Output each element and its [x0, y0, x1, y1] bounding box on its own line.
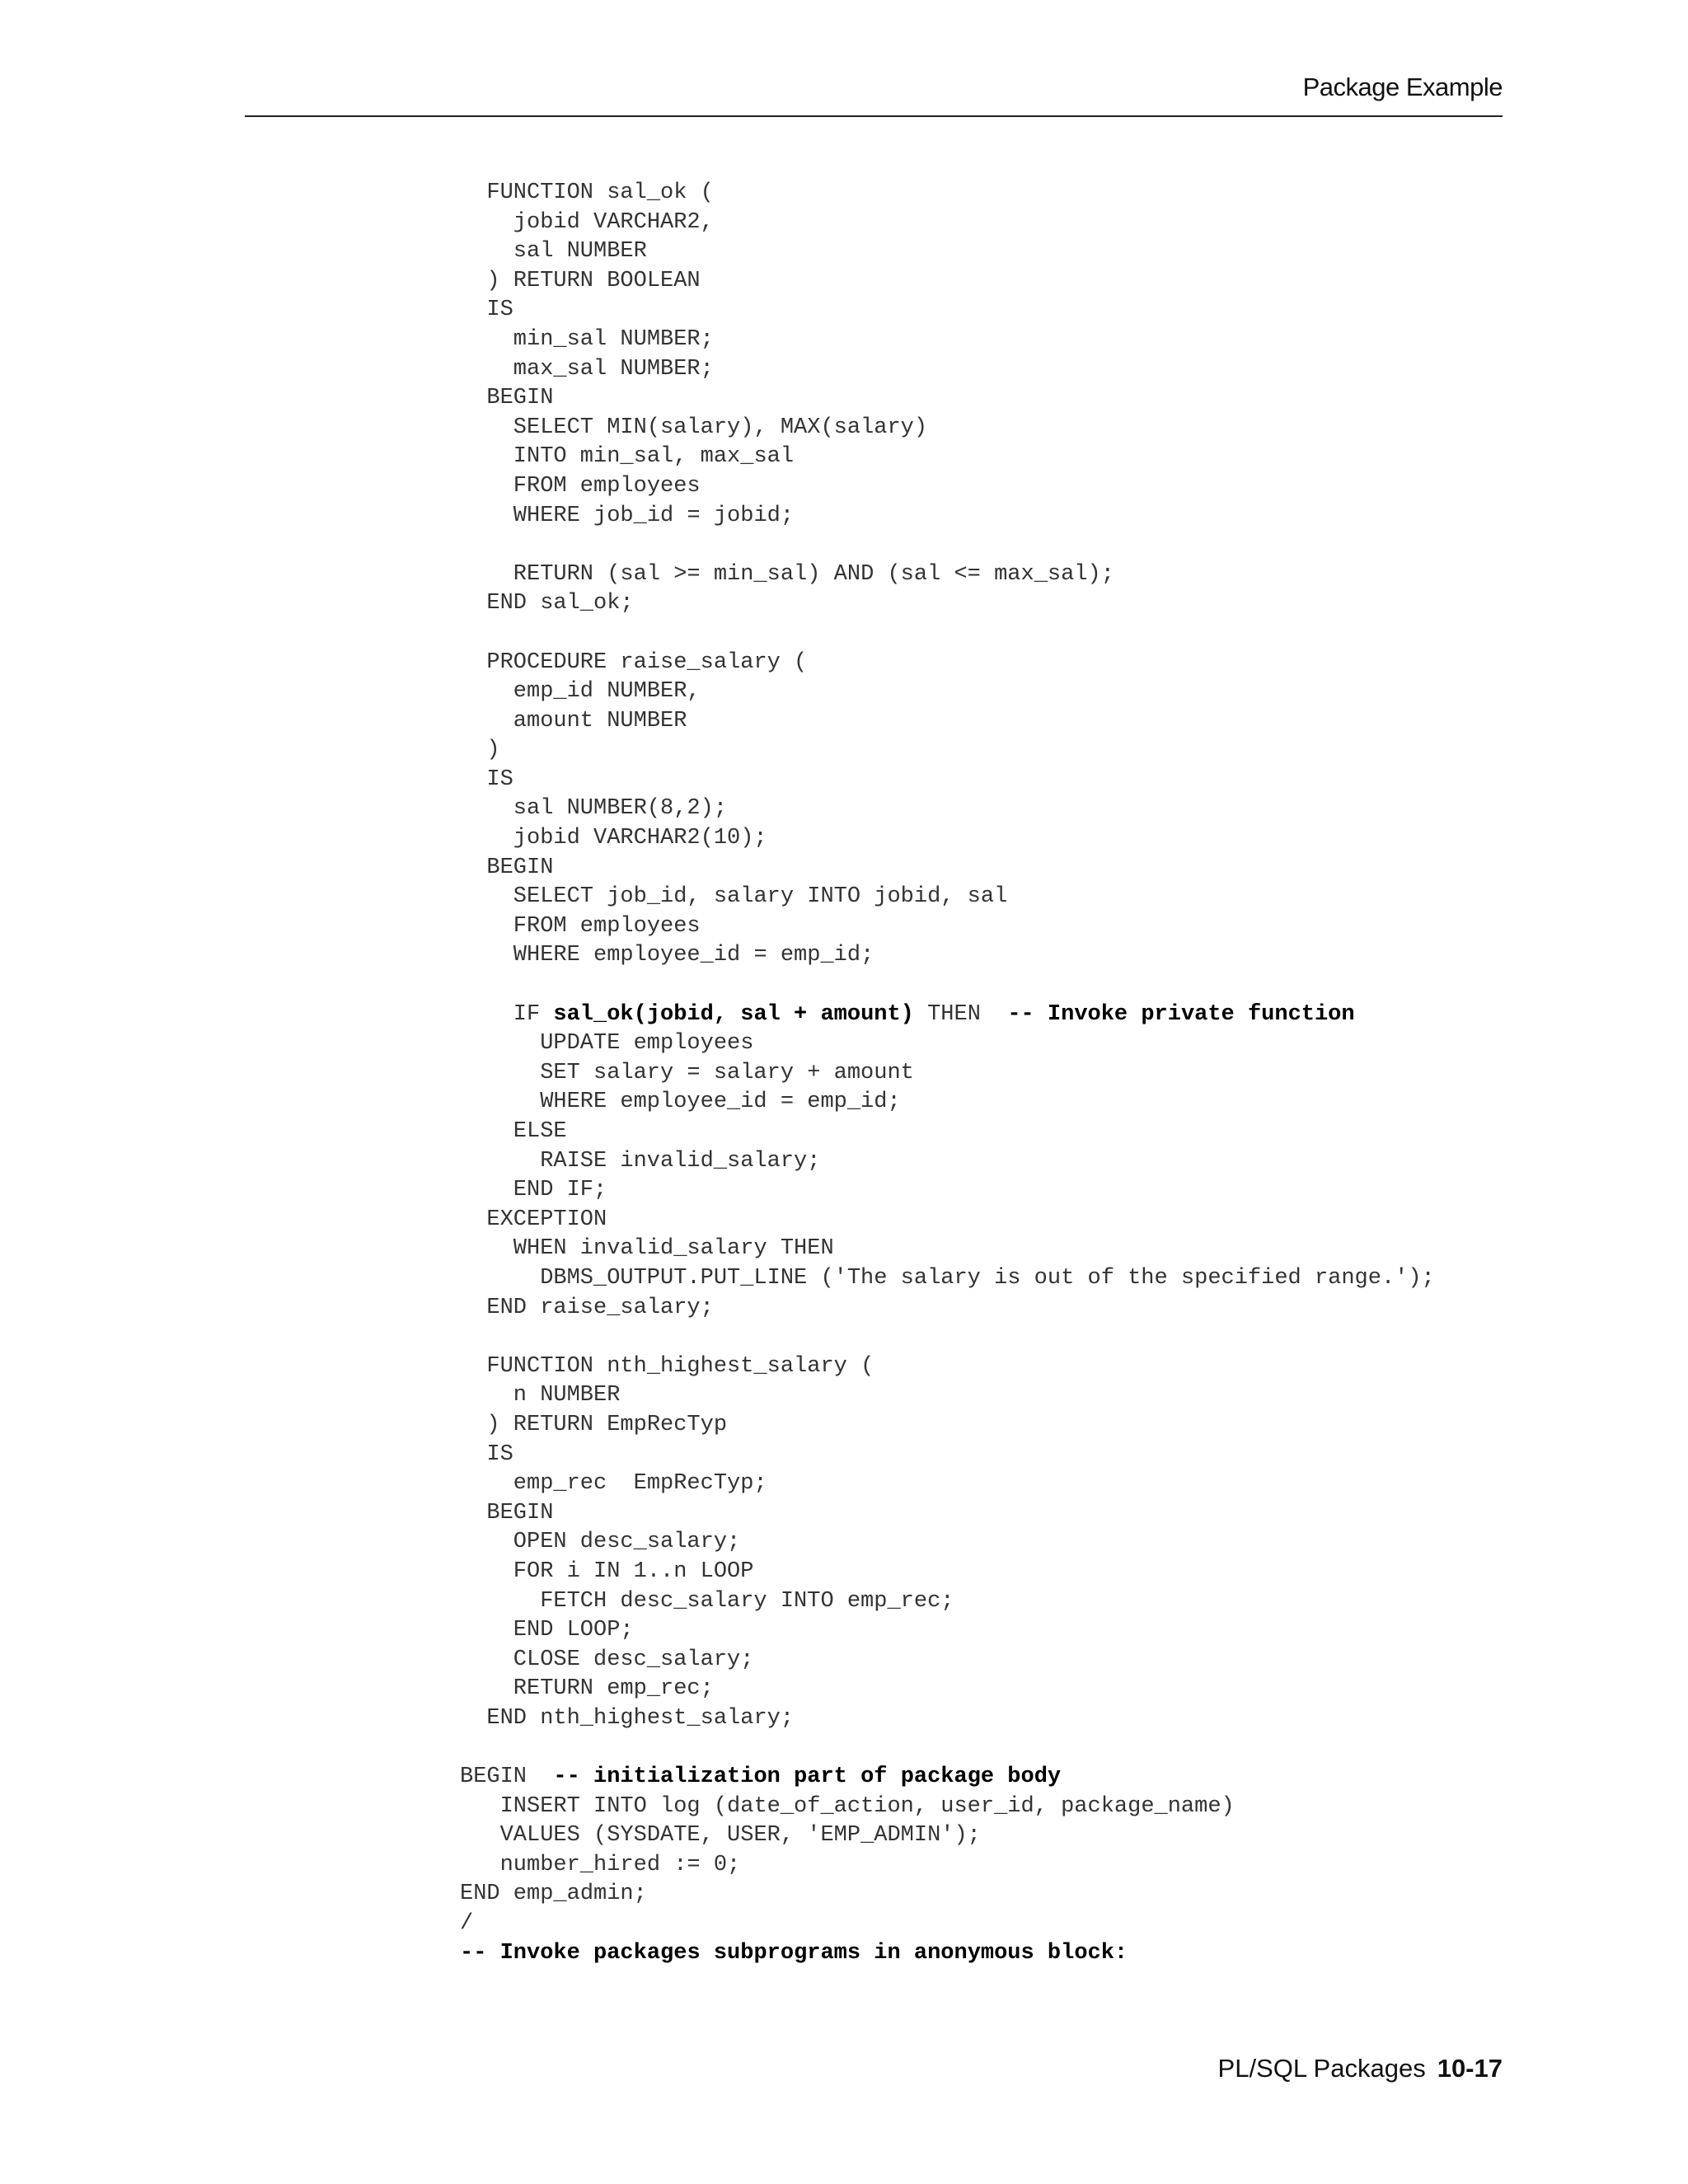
code-text: ) RETURN EmpRecTyp [486, 1412, 728, 1437]
code-line [0, 267, 1435, 297]
code-line [0, 1646, 1435, 1675]
code-line [0, 1469, 1435, 1499]
code-line [0, 1411, 1435, 1441]
code-text: WHERE employee_id = emp_id; [540, 1090, 901, 1115]
code-emphasis: -- Invoke packages subprograms in anonymous block: [460, 1940, 1128, 1966]
code-text: n NUMBER [513, 1383, 621, 1408]
code-text: SET salary = salary + amount [540, 1060, 914, 1085]
code-line [0, 1323, 1435, 1352]
code-line [0, 1821, 1435, 1851]
code-line [0, 677, 1435, 707]
code-text: ) RETURN BOOLEAN [486, 268, 701, 293]
code-listing [0, 179, 1435, 1968]
code-line [0, 1616, 1435, 1646]
code-line [0, 1499, 1435, 1529]
code-text: UPDATE employees [540, 1031, 754, 1057]
code-text: FUNCTION sal_ok ( [486, 180, 714, 205]
code-line [0, 1264, 1435, 1294]
code-line [0, 883, 1435, 912]
code-line [0, 237, 1435, 267]
code-line [0, 384, 1435, 414]
code-segment: BEGIN [460, 1765, 554, 1790]
code-line [0, 824, 1435, 854]
code-line [0, 179, 1435, 209]
code-text: INSERT INTO log (date_of_action, user_id, package_name) [499, 1793, 1235, 1819]
code-line [0, 912, 1435, 942]
code-line [0, 296, 1435, 326]
code-segment: THEN [913, 1001, 1008, 1027]
code-line [0, 1587, 1435, 1617]
page-footer [1218, 2054, 1503, 2083]
code-line [0, 1206, 1435, 1235]
code-line [0, 443, 1435, 472]
code-text: / [460, 1911, 474, 1937]
code-line [0, 1294, 1435, 1324]
code-line [0, 355, 1435, 385]
code-line [0, 502, 1435, 532]
code-line [0, 971, 1435, 1001]
code-text: IS [486, 298, 513, 323]
code-line [0, 941, 1435, 971]
code-line [0, 326, 1435, 355]
code-text: INTO min_sal, max_sal [513, 444, 795, 470]
code-line [0, 1381, 1435, 1411]
code-line [0, 1939, 1435, 1969]
code-text: WHEN invalid_salary THEN [513, 1236, 834, 1262]
code-line [0, 209, 1435, 238]
code-text: END emp_admin; [460, 1882, 647, 1907]
code-line [0, 794, 1435, 824]
code-line [0, 589, 1435, 619]
code-text: FETCH desc_salary INTO emp_rec; [540, 1588, 954, 1614]
code-line [0, 1059, 1435, 1089]
code-text: RAISE invalid_salary; [540, 1148, 821, 1174]
code-emphasis: -- Invoke private function [1007, 1001, 1355, 1027]
code-text: FUNCTION nth_highest_salary ( [486, 1353, 874, 1379]
code-line [0, 1088, 1435, 1118]
code-text: END nth_highest_salary; [486, 1705, 795, 1731]
code-text: jobid VARCHAR2, [513, 209, 714, 235]
code-line [0, 1441, 1435, 1470]
code-line [0, 736, 1435, 766]
code-text: CLOSE desc_salary; [513, 1647, 754, 1672]
code-text: IS [486, 1441, 513, 1467]
code-text: EXCEPTION [486, 1207, 607, 1232]
code-line [0, 1176, 1435, 1206]
code-text: ELSE [513, 1119, 567, 1144]
code-text: SELECT MIN(salary), MAX(salary) [513, 415, 928, 440]
code-text: sal NUMBER(8,2); [513, 796, 728, 822]
code-text: FROM employees [513, 913, 701, 939]
code-line [0, 1001, 1435, 1030]
code-line [0, 1029, 1435, 1059]
code-text: OPEN desc_salary; [513, 1530, 741, 1555]
header-divider [245, 115, 1503, 117]
code-text: sal NUMBER [513, 239, 647, 265]
code-text: ) [486, 738, 500, 763]
code-text: emp_id NUMBER, [513, 679, 701, 705]
code-line [0, 1880, 1435, 1910]
code-text: END raise_salary; [486, 1295, 714, 1320]
code-text: IS [486, 766, 513, 792]
code-text: BEGIN [486, 386, 554, 411]
code-segment: IF [513, 1001, 554, 1027]
code-text: BEGIN [486, 1500, 554, 1526]
footer-section-title: PL/SQL Packages [1217, 2054, 1426, 2083]
code-line [0, 707, 1435, 737]
code-text: SELECT job_id, salary INTO jobid, sal [513, 884, 1008, 910]
code-line [0, 1558, 1435, 1587]
code-text: END LOOP; [513, 1618, 634, 1643]
code-line [0, 1675, 1435, 1704]
code-text: jobid VARCHAR2(10); [513, 826, 767, 851]
code-text: FOR i IN 1..n LOOP [513, 1558, 754, 1584]
code-emphasis: sal_ok(jobid, sal + amount) [553, 1001, 914, 1027]
code-text: DBMS_OUTPUT.PUT_LINE ('The salary is out of the specified range.'); [540, 1265, 1435, 1291]
code-text: BEGIN [486, 855, 554, 880]
code-text: END sal_ok; [486, 591, 634, 616]
code-text: amount NUMBER [513, 708, 687, 733]
code-line [0, 1763, 1435, 1793]
code-text: END IF; [513, 1178, 607, 1203]
code-line [0, 472, 1435, 502]
code-line [0, 1910, 1435, 1939]
code-line [0, 1704, 1435, 1734]
code-line [0, 1851, 1435, 1881]
code-line [0, 1793, 1435, 1822]
page-header-title: Package Example [1302, 73, 1503, 101]
code-line [0, 619, 1435, 649]
code-line [0, 560, 1435, 590]
code-line [0, 1733, 1435, 1763]
code-line [0, 1528, 1435, 1558]
code-line [0, 649, 1435, 678]
code-text: max_sal NUMBER; [513, 356, 714, 382]
code-text: RETURN (sal >= min_sal) AND (sal <= max_sal); [513, 561, 1114, 587]
code-line [0, 766, 1435, 795]
code-text: WHERE job_id = jobid; [513, 503, 795, 528]
code-line [0, 1118, 1435, 1147]
code-text: FROM employees [513, 473, 701, 499]
code-text: emp_rec EmpRecTyp; [513, 1471, 767, 1497]
code-line [0, 531, 1435, 560]
code-text: PROCEDURE raise_salary ( [486, 649, 808, 675]
code-text: number_hired := 0; [499, 1852, 741, 1877]
code-line [0, 854, 1435, 883]
code-line [0, 1352, 1435, 1382]
code-emphasis: -- initialization part of package body [553, 1765, 1062, 1790]
code-line [0, 1235, 1435, 1264]
footer-page-number: 10-17 [1437, 2054, 1503, 2083]
code-line [0, 1147, 1435, 1177]
code-text: RETURN emp_rec; [513, 1676, 714, 1702]
code-text: min_sal NUMBER; [513, 326, 714, 352]
code-line [0, 414, 1435, 443]
code-text: VALUES (SYSDATE, USER, 'EMP_ADMIN'); [499, 1823, 981, 1849]
code-text: WHERE employee_id = emp_id; [513, 943, 874, 968]
